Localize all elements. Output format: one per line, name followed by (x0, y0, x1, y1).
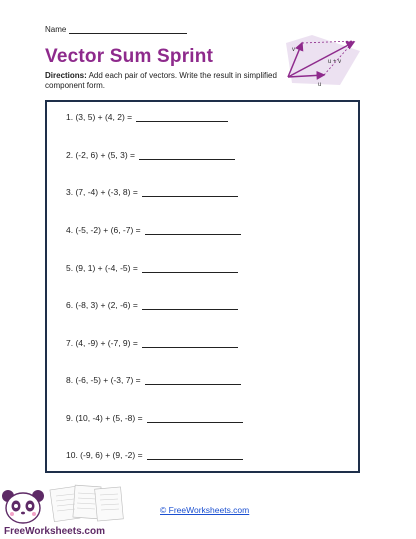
problem-item (66, 112, 228, 122)
problem-item (66, 187, 238, 197)
problems-box (45, 100, 360, 473)
problem-text: 9. (10, -4) + (5, -8) = (66, 413, 143, 423)
problem-item (66, 263, 238, 273)
problem-item (66, 450, 243, 460)
worksheet-thumbnails (50, 485, 123, 522)
problem-text: 10. (-9, 6) + (9, -2) = (66, 450, 143, 460)
name-input-line[interactable] (69, 26, 187, 34)
problem-item (66, 225, 241, 235)
problem-item (66, 300, 238, 310)
answer-line[interactable] (142, 301, 238, 310)
answer-line[interactable] (142, 339, 238, 348)
label-u-plus-v: u + v (328, 59, 342, 65)
directions-label: Directions: (45, 71, 87, 80)
answer-line[interactable] (139, 151, 235, 160)
answer-line[interactable] (147, 414, 243, 423)
answer-line[interactable] (136, 113, 228, 122)
problem-item (66, 150, 235, 160)
problem-text: 7. (4, -9) + (-7, 9) = (66, 338, 138, 348)
vector-addition-illustration (282, 33, 362, 88)
answer-line[interactable] (145, 226, 241, 235)
problem-text: 3. (7, -4) + (-3, 8) = (66, 187, 138, 197)
freeworksheets-logo (0, 482, 140, 539)
answer-line[interactable] (142, 188, 238, 197)
footer-copyright-link[interactable]: © FreeWorksheets.com (160, 505, 250, 515)
worksheet-title: Vector Sum Sprint (45, 46, 214, 67)
problem-item (66, 338, 238, 348)
label-u: u (318, 82, 322, 88)
answer-line[interactable] (145, 376, 241, 385)
problem-text: 2. (-2, 6) + (5, 3) = (66, 150, 135, 160)
problem-text: 5. (9, 1) + (-4, -5) = (66, 263, 138, 273)
problem-item (66, 375, 241, 385)
name-field (45, 25, 187, 34)
problem-item (66, 413, 243, 423)
answer-line[interactable] (147, 451, 243, 460)
answer-line[interactable] (142, 264, 238, 273)
problem-text: 4. (-5, -2) + (6, -7) = (66, 225, 141, 235)
problem-text: 6. (-8, 3) + (2, -6) = (66, 300, 138, 310)
problem-text: 1. (3, 5) + (4, 2) = (66, 112, 133, 122)
name-label: Name (45, 25, 67, 34)
directions (45, 71, 295, 91)
problem-text: 8. (-6, -5) + (-3, 7) = (66, 375, 141, 385)
directions-text: Add each pair of vectors. Write the result in simplified component form. (45, 71, 277, 90)
panda-mascot-icon (2, 490, 44, 523)
label-v: v (292, 47, 295, 53)
brand-wordmark: FreeWorksheets.com (4, 526, 105, 537)
